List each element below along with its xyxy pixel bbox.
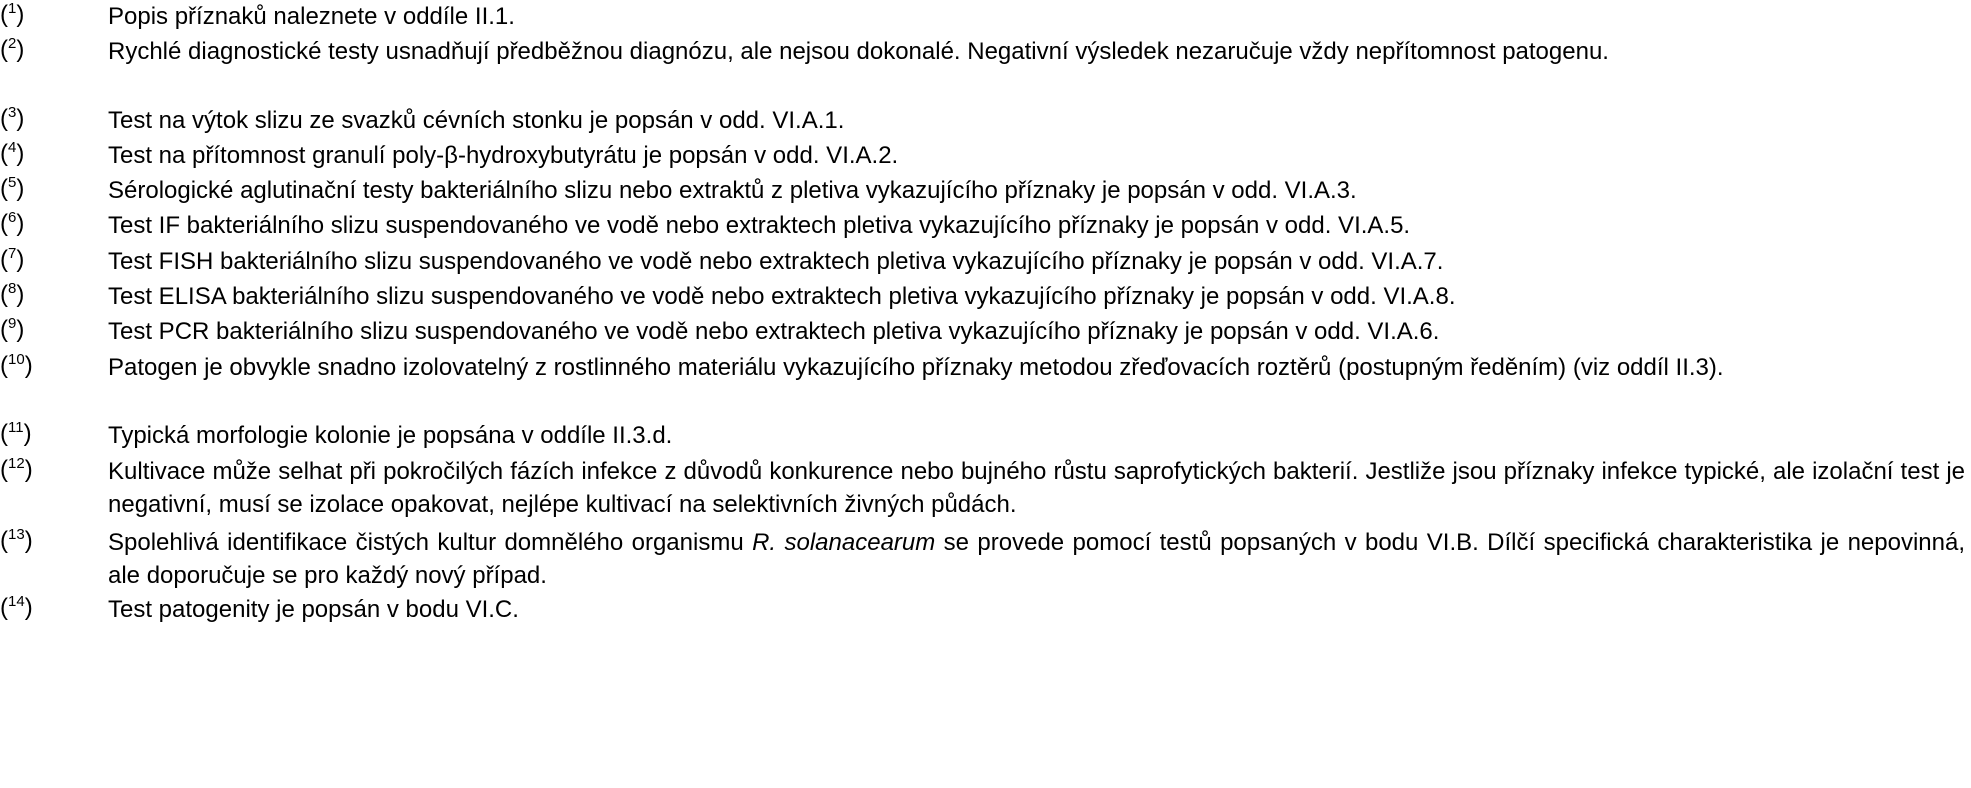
footnote-marker: ($^7$): [0, 245, 25, 273]
species-name: R. solanacearum: [752, 529, 936, 556]
footnote-marker: ($^4$): [0, 139, 25, 167]
footnote-marker: ($^3$): [0, 104, 25, 132]
footnote-marker: ($^8$): [0, 280, 25, 308]
footnote-text: Rychlé diagnostické testy usnadňují předběžnou diagnózu, ale nejsou dokonalé. Negativní výsledek nezaručuje vždy nepřítomnost patogenu.: [108, 38, 1609, 65]
footnote-marker: ($^{14}$): [0, 593, 33, 621]
footnote-marker: ($^1$): [0, 0, 25, 28]
footnote-marker: ($^9$): [0, 315, 25, 343]
footnote-marker: ($^{10}$): [0, 351, 33, 379]
footnote-text-part: Spolehlivá identifikace čistých kultur domnělého organismu: [108, 529, 753, 556]
footnote-marker: ($^5$): [0, 174, 25, 202]
footnote-marker: ($^{13}$): [0, 526, 33, 554]
footnote-text: Popis příznaků naleznete v oddíle II.1.: [108, 3, 515, 30]
footnote-text: Typická morfologie kolonie je popsána v oddíle II.3.d.: [108, 422, 673, 449]
footnote-text: Test IF bakteriálního slizu suspendovaného ve vodě nebo extraktech pletiva vykazujícího příznaky je popsán v odd. VI.A.5.: [108, 212, 1411, 239]
footnote-marker: ($^{12}$): [0, 455, 33, 483]
footnote-text: Test PCR bakteriálního slizu suspendovaného ve vodě nebo extraktech pletiva vykazujícího příznaky je popsán v odd. VI.A.6.: [108, 318, 1440, 345]
footnote-text: Test FISH bakteriálního slizu suspendovaného ve vodě nebo extraktech pletiva vykazujícího příznaky je popsán v odd. VI.A.7.: [108, 248, 1444, 275]
footnote-text: [108, 526, 1965, 592]
footnote-marker: ($^{11}$): [0, 419, 32, 447]
footnote-text: Test ELISA bakteriálního slizu suspendovaného ve vodě nebo extraktech pletiva vykazujícího příznaky je popsán v odd. VI.A.8.: [108, 283, 1456, 310]
footnote-text: Kultivace může selhat při pokročilých fázích infekce z důvodů konkurence nebo bujného růstu saprofytických bakterií. Jestliže jsou příznaky infekce typické, ale izolační test je negativní, musí se izolace opakovat, nejlépe kultivací na selektivních živných půdách.: [108, 458, 1965, 518]
footnote-text: Test patogenity je popsán v bodu VI.C.: [108, 596, 519, 623]
footnote-marker: ($^6$): [0, 209, 25, 237]
footnote-text: Test na výtok slizu ze svazků cévních stonku je popsán v odd. VI.A.1.: [108, 107, 845, 134]
footnote-text: Test na přítomnost granulí poly-β-hydroxybutyrátu je popsán v odd. VI.A.2.: [108, 142, 899, 169]
footnote-text: Sérologické aglutinační testy bakteriálního slizu nebo extraktů z pletiva vykazujícího příznaky je popsán v odd. VI.A.3.: [108, 177, 1357, 204]
footnote-text: Patogen je obvykle snadno izolovatelný z rostlinného materiálu vykazujícího příznaky metodou zřeďovacích roztěrů (postupným ředěním) (viz oddíl II.3).: [108, 354, 1724, 381]
footnote-marker: ($^2$): [0, 35, 25, 63]
footnote-text-part: se provede pomocí testů popsaných v bodu VI.B. Dílčí specifická charakteristika je nepovinná, ale doporučuje se pro každý nový případ.: [108, 529, 1966, 589]
